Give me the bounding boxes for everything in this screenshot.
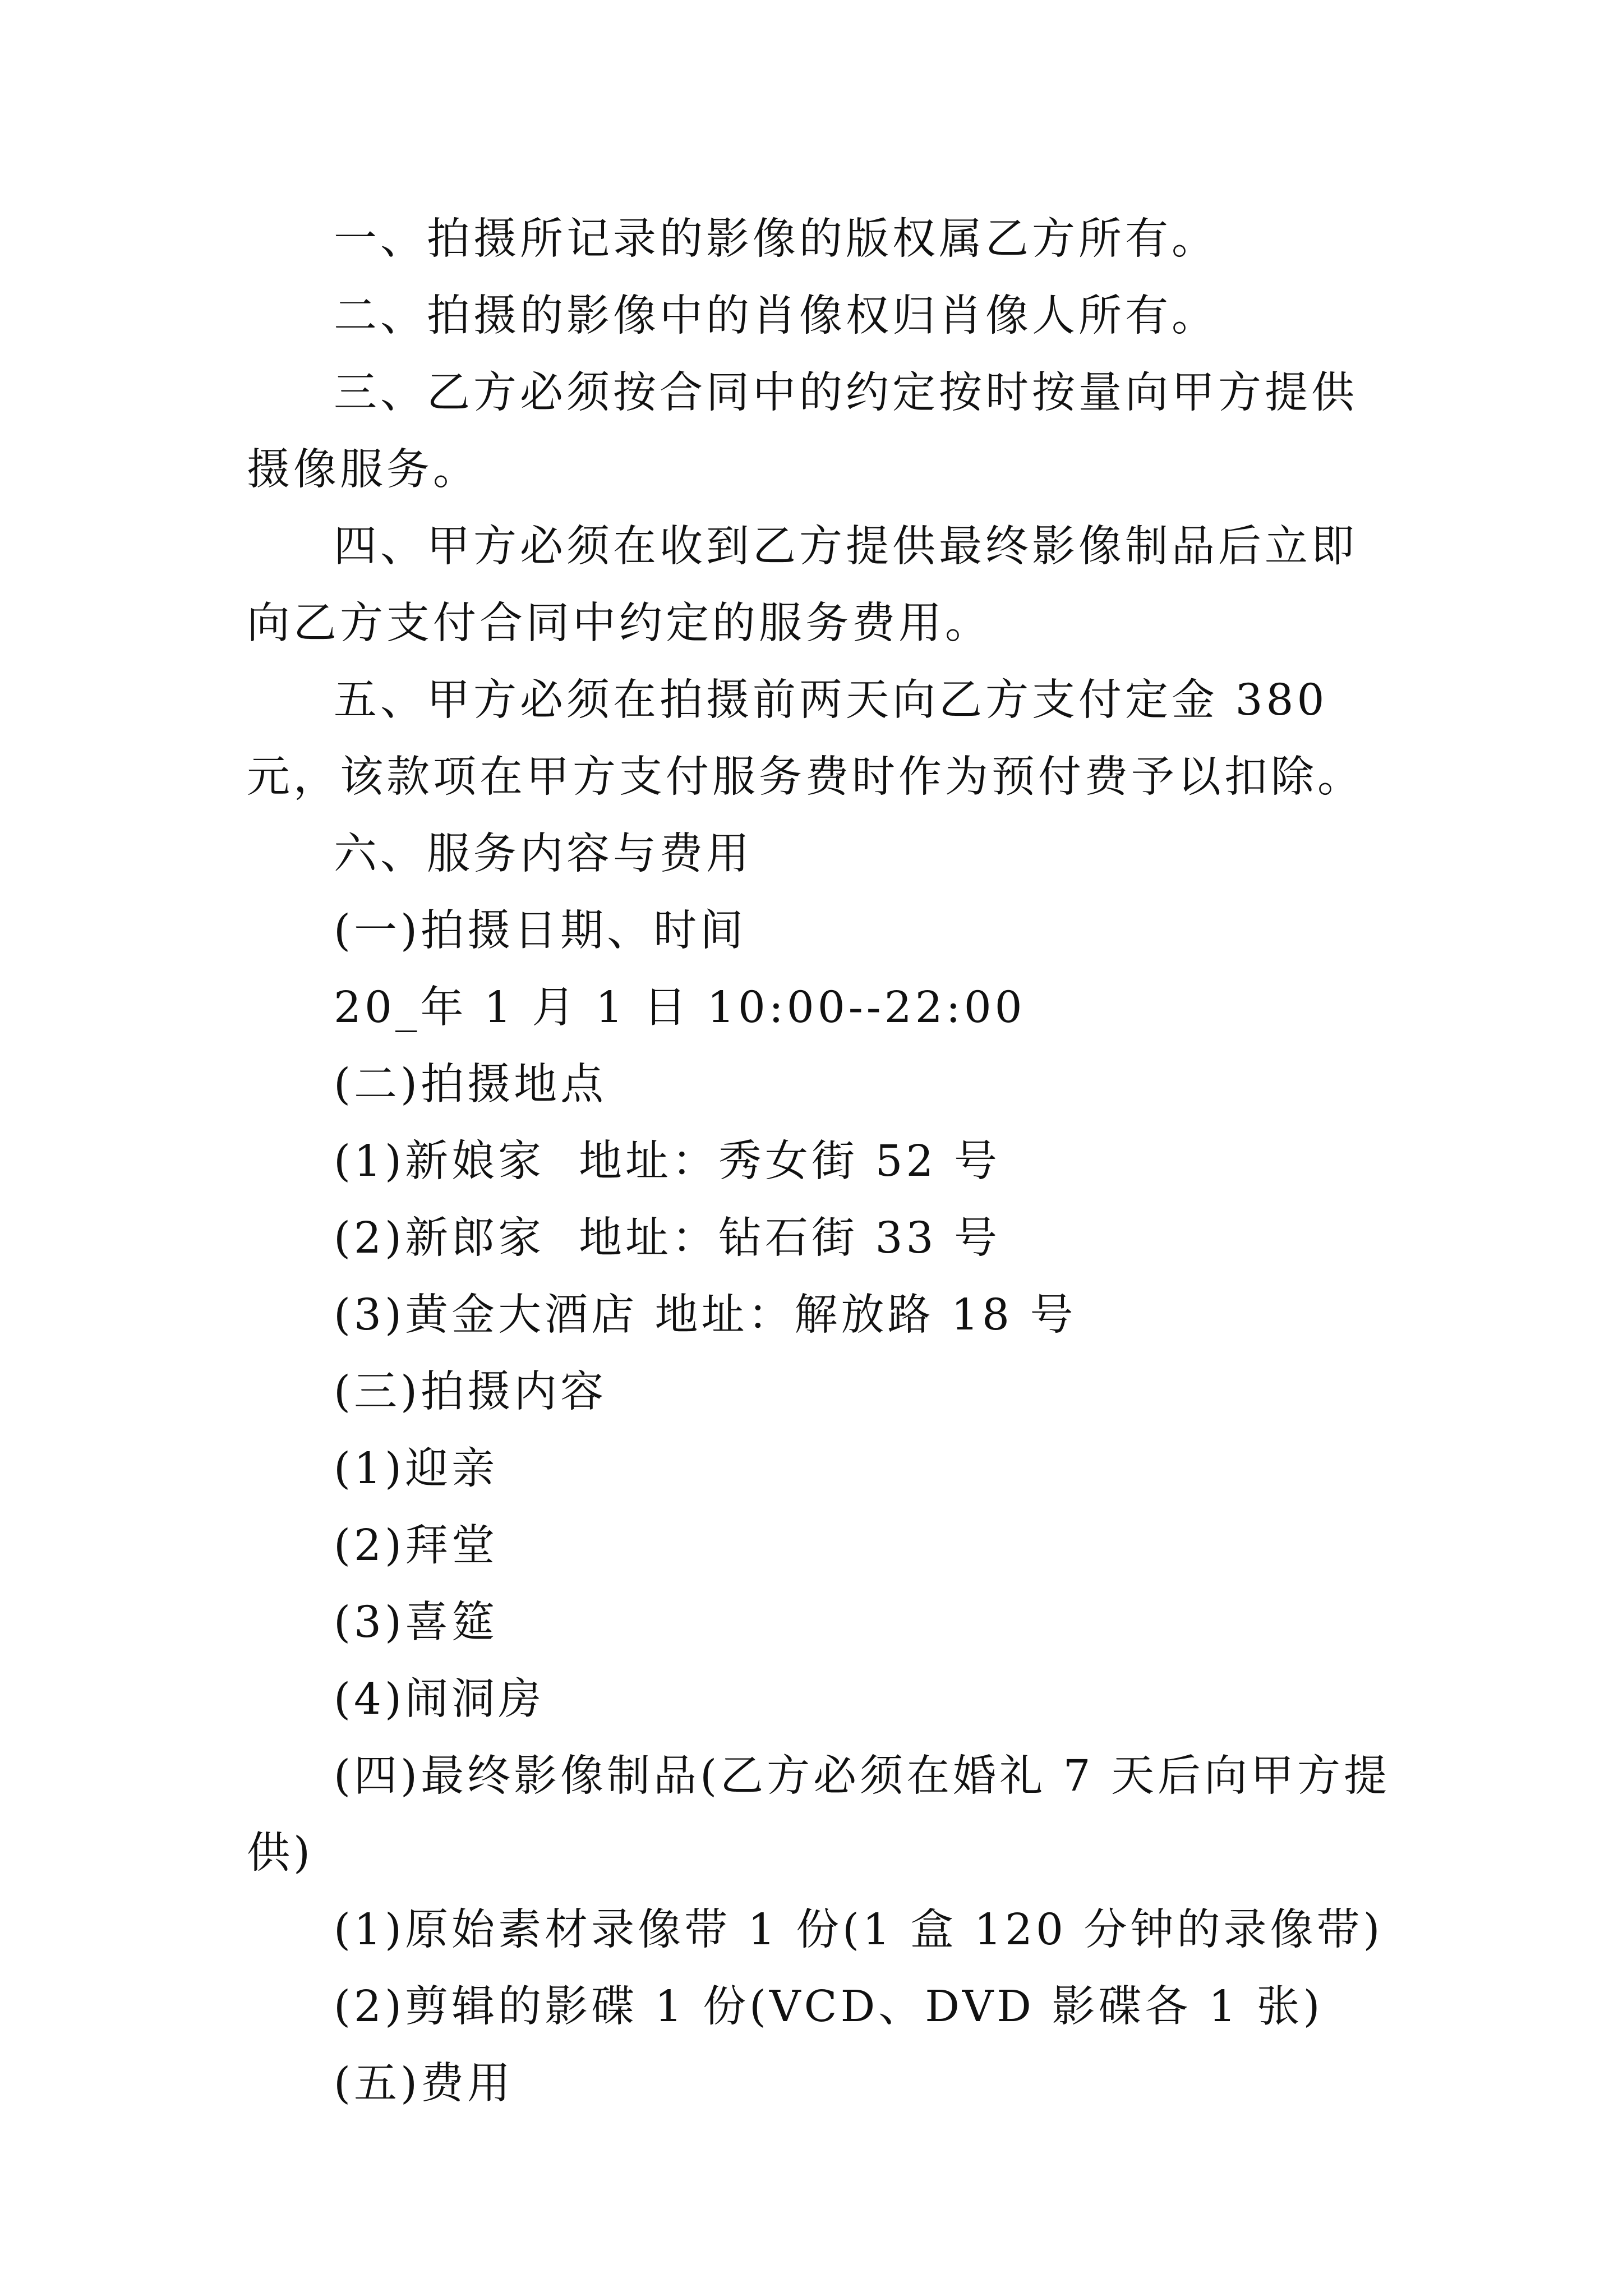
- location-item: (1)新娘家 地址：秀女街 52 号: [334, 1137, 1000, 1186]
- subheading-final-products: (四)最终影像制品(乙方必须在婚礼 7 天后向甲方提供): [247, 1751, 1391, 1878]
- product-item: (2)剪辑的影碟 1 份(VCD、DVD 影碟各 1 张): [334, 1982, 1324, 2032]
- subheading-date-time: (一)拍摄日期、时间: [334, 906, 747, 956]
- contract-body: [247, 201, 1396, 2122]
- content-item: (2)拜堂: [334, 1521, 499, 1571]
- content-item: (3)喜筵: [334, 1598, 499, 1648]
- clause-service-obligation: 三、乙方必须按合同中的约定按时按量向甲方提供摄像服务。: [247, 368, 1358, 495]
- clause-copyright: 一、拍摄所记录的影像的版权属乙方所有。: [334, 214, 1218, 264]
- subheading-locations: (二)拍摄地点: [334, 1060, 607, 1110]
- subheading-content: (三)拍摄内容: [334, 1367, 607, 1417]
- product-item: (1)原始素材录像带 1 份(1 盒 120 分钟的录像带): [334, 1905, 1384, 1955]
- clause-payment: 四、甲方必须在收到乙方提供最终影像制品后立即向乙方支付合同中约定的服务费用。: [247, 522, 1358, 648]
- shoot-date-time: 20_年 1 月 1 日 10:00--22:00: [334, 983, 1026, 1033]
- clause-deposit: 五、甲方必须在拍摄前两天向乙方支付定金 380 元，该款项在甲方支付服务费时作为预付费予以扣除。: [247, 675, 1364, 802]
- location-item: (2)新郎家 地址：钻石街 33 号: [334, 1213, 1000, 1263]
- clause-portrait-rights: 二、拍摄的影像中的肖像权归肖像人所有。: [334, 291, 1218, 341]
- content-item: (1)迎亲: [334, 1444, 499, 1494]
- content-item: (4)闹洞房: [334, 1674, 545, 1724]
- location-item: (3)黄金大酒店 地址：解放路 18 号: [334, 1290, 1077, 1340]
- section-heading-services-fees: 六、服务内容与费用: [334, 829, 753, 879]
- subheading-fees: (五)费用: [334, 2059, 514, 2109]
